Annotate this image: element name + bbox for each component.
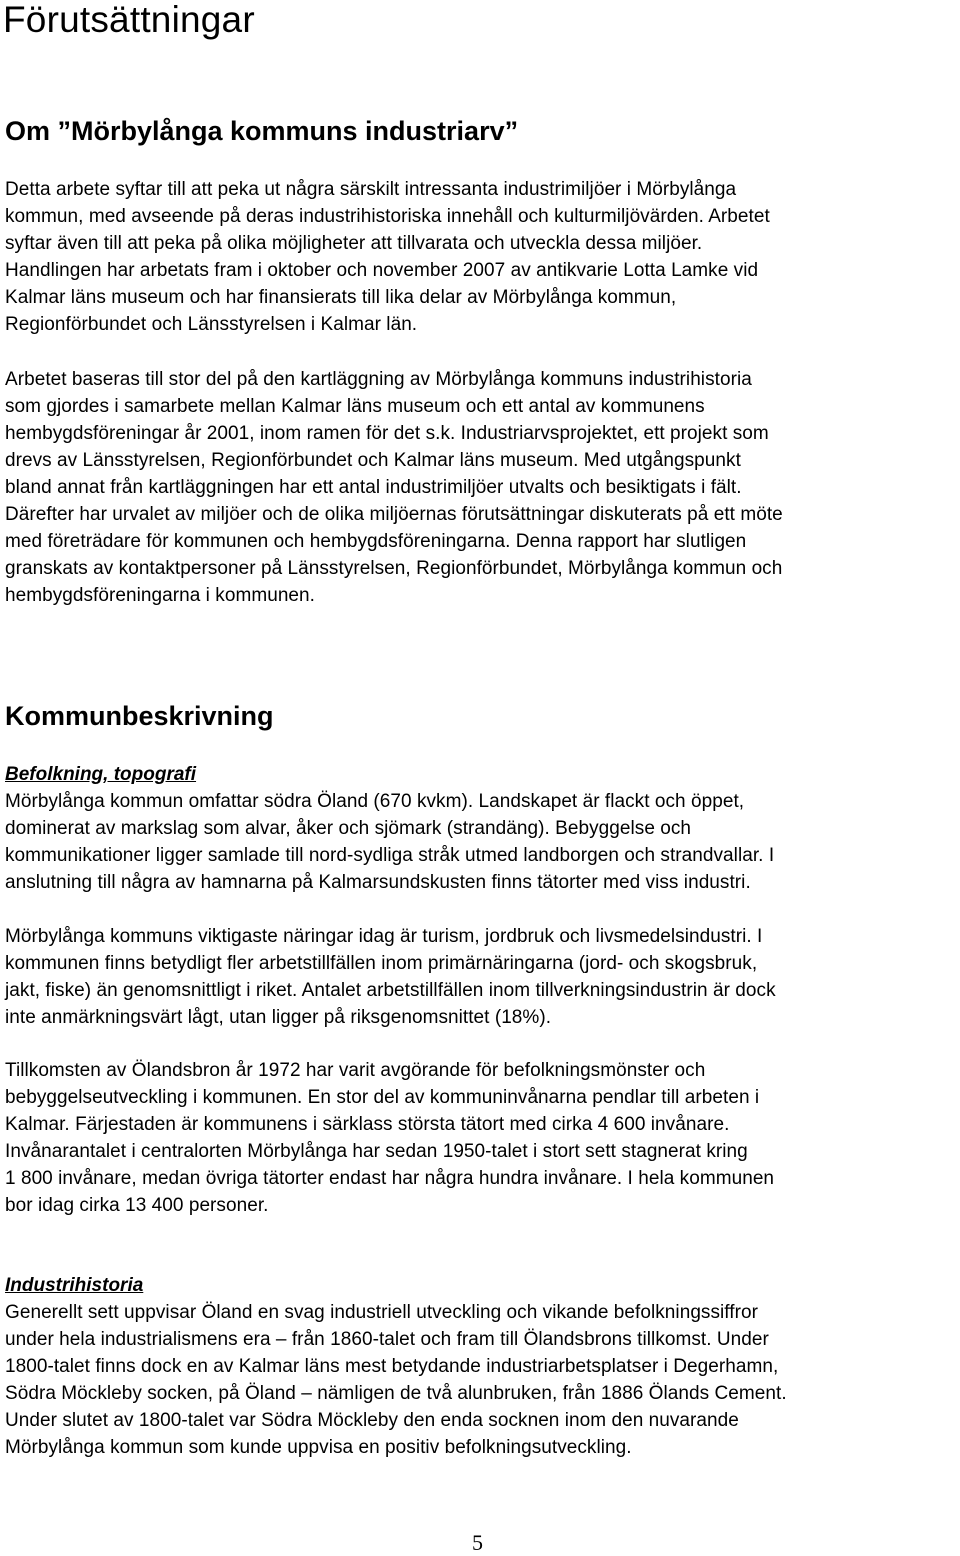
text-line: Södra Möckleby socken, på Öland – nämligen de två alunbruken, från 1886 Ölands Cement. <box>5 1383 787 1404</box>
text-line: kommunen finns betydligt fler arbetstillfällen inom primärnäringarna (jord- och skogsbruk, <box>5 953 758 974</box>
text-line: anslutning till några av hamnarna på Kalmarsundskusten finns tätorter med viss industri. <box>5 872 751 893</box>
sub-heading-befolkning: Befolkning, topografi <box>5 764 197 785</box>
text-line: Tillkomsten av Ölandsbron år 1972 har varit avgörande för befolkningsmönster och <box>5 1060 706 1081</box>
paragraph-industriarv-1 <box>5 176 960 338</box>
text-line: dominerat av markslag som alvar, åker och sjömark (strandäng). Bebyggelse och <box>5 818 692 839</box>
text-line: bland annat från kartläggningen har ett antal industrimiljöer utvalts och besiktigats i fält. <box>5 477 742 498</box>
text-line: granskats av kontaktpersoner på Länsstyrelsen, Regionförbundet, Mörbylånga kommun och <box>5 558 783 579</box>
text-line: Kalmar läns museum och har finansierats till lika delar av Mörbylånga kommun, <box>5 287 677 308</box>
page-number: 5 <box>472 1530 483 1555</box>
text-line: kommun, med avseende på deras industrihistoriska innehåll och kulturmiljövärden. Arbetet <box>5 206 770 227</box>
text-line: 1 800 invånare, medan övriga tätorter endast har några hundra invånare. I hela kommunen <box>5 1168 775 1189</box>
text-line: Invånarantalet i centralorten Mörbylånga har sedan 1950-talet i stort sett stagnerat kring <box>5 1141 748 1162</box>
text-line: drevs av Länsstyrelsen, Regionförbundet och Kalmar läns museum. Med utgångspunkt <box>5 450 741 471</box>
paragraph-befolkning-2 <box>5 923 960 1031</box>
text-line: med företrädare för kommunen och hembygdsföreningarna. Denna rapport har slutligen <box>5 531 747 552</box>
text-line: Därefter har urvalet av miljöer och de olika miljöernas förutsättningar diskuterats på ett möte <box>5 504 783 525</box>
paragraph-industrihistoria-1 <box>5 1299 960 1461</box>
sub-heading-industrihistoria: Industrihistoria <box>5 1275 144 1296</box>
text-line: hembygdsföreningarna i kommunen. <box>5 585 315 606</box>
text-line: Detta arbete syftar till att peka ut några särskilt intressanta industrimiljöer i Mörbylånga <box>5 179 737 200</box>
text-line: hembygdsföreningar år 2001, inom ramen för det s.k. Industriarvsprojektet, ett projekt som <box>5 423 769 444</box>
text-line: Mörbylånga kommun omfattar södra Öland (670 kvkm). Landskapet är flackt och öppet, <box>5 791 745 812</box>
text-line: syftar även till att peka på olika möjligheter att tillvarata och utveckla dessa miljöer. <box>5 233 703 254</box>
text-line: Mörbylånga kommuns viktigaste näringar idag är turism, jordbruk och livsmedelsindustri. I <box>5 926 763 947</box>
document-title: Förutsättningar <box>3 0 255 40</box>
text-line: under hela industrialismens era – från 1860-talet och fram till Ölandsbrons tillkomst. Under <box>5 1329 769 1350</box>
text-line: Mörbylånga kommun som kunde uppvisa en positiv befolkningsutveckling. <box>5 1437 632 1458</box>
text-line: som gjordes i samarbete mellan Kalmar läns museum och ett antal av kommunens <box>5 396 705 417</box>
text-line: bor idag cirka 13 400 personer. <box>5 1195 269 1216</box>
paragraph-befolkning-1 <box>5 788 960 896</box>
text-line: bebyggelseutveckling i kommunen. En stor del av kommuninvånarna pendlar till arbeten i <box>5 1087 760 1108</box>
text-line: Generellt sett uppvisar Öland en svag industriell utveckling och vikande befolkningssiffror <box>5 1302 758 1323</box>
text-line: 1800-talet finns dock en av Kalmar läns mest betydande industriarbetsplatser i Degerhamn, <box>5 1356 779 1377</box>
text-line: inte anmärkningsvärt lågt, utan ligger på riksgenomsnittet (18%). <box>5 1007 552 1028</box>
paragraph-industriarv-2 <box>5 366 960 609</box>
text-line: Under slutet av 1800-talet var Södra Möckleby den enda socknen inom den nuvarande <box>5 1410 739 1431</box>
paragraph-befolkning-3 <box>5 1057 960 1219</box>
text-line: kommunikationer ligger samlade till nord-sydliga stråk utmed landborgen och strandvallar. I <box>5 845 775 866</box>
text-line: jakt, fiske) än genomsnittligt i riket. Antalet arbetstillfällen inom tillverkningsindustrin är dock <box>5 980 776 1001</box>
section-heading-kommunbeskrivning: Kommunbeskrivning <box>5 701 274 731</box>
text-line: Arbetet baseras till stor del på den kartläggning av Mörbylånga kommuns industrihistoria <box>5 369 752 390</box>
section-heading-industriarv: Om ”Mörbylånga kommuns industriarv” <box>5 116 519 146</box>
text-line: Handlingen har arbetats fram i oktober och november 2007 av antikvarie Lotta Lamke vid <box>5 260 759 281</box>
text-line: Kalmar. Färjestaden är kommunens i särklass största tätort med cirka 4 600 invånare. <box>5 1114 730 1135</box>
text-line: Regionförbundet och Länsstyrelsen i Kalmar län. <box>5 314 418 335</box>
